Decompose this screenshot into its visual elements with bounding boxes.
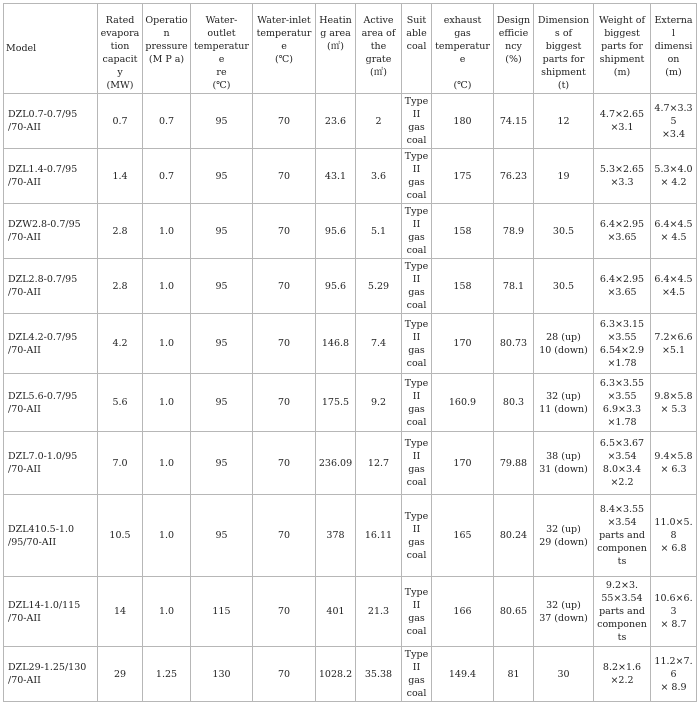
cell-exhaust-temp: 166 (432, 577, 494, 647)
cell-outlet-temp: 95 (191, 259, 253, 314)
cell-dimensions: 28 (up) 10 (down) (534, 314, 594, 374)
header-weight: Weight of biggest parts for shipment (m) (594, 4, 651, 94)
cell-efficiency: 79.88 (494, 432, 534, 495)
cell-external: 5.3×4.0 × 4.2 (651, 149, 697, 204)
cell-model: DZL14-1.0/115 /70-AII (4, 577, 98, 647)
header-coal: Suitable coal (402, 4, 432, 94)
cell-grate-area: 21.3 (356, 577, 402, 647)
table-row (4, 432, 697, 495)
cell-efficiency: 80.24 (494, 495, 534, 577)
cell-weight: 4.7×2.65 ×3.1 (594, 94, 651, 149)
cell-coal: Type II gas coal (402, 259, 432, 314)
cell-capacity: 1.4 (98, 149, 143, 204)
cell-model: DZL29-1.25/130 /70-AII (4, 647, 98, 702)
cell-weight: 6.4×2.95 ×3.65 (594, 204, 651, 259)
cell-efficiency: 78.9 (494, 204, 534, 259)
cell-outlet-temp: 95 (191, 204, 253, 259)
cell-outlet-temp: 95 (191, 432, 253, 495)
table-row (4, 314, 697, 374)
cell-dimensions: 30.5 (534, 259, 594, 314)
cell-heating-area: 43.1 (316, 149, 356, 204)
table-row (4, 259, 697, 314)
cell-external: 11.2×7.6 × 8.9 (651, 647, 697, 702)
header-heating-area: Heating area (㎡) (316, 4, 356, 94)
cell-coal: Type II gas coal (402, 204, 432, 259)
cell-inlet-temp: 70 (253, 374, 316, 432)
cell-grate-area: 16.11 (356, 495, 402, 577)
table-row (4, 374, 697, 432)
cell-dimensions: 32 (up) 37 (down) (534, 577, 594, 647)
cell-external: 9.8×5.8 × 5.3 (651, 374, 697, 432)
cell-coal: Type II gas coal (402, 647, 432, 702)
cell-exhaust-temp: 170 (432, 314, 494, 374)
cell-external: 6.4×4.5 ×4.5 (651, 259, 697, 314)
cell-efficiency: 80.73 (494, 314, 534, 374)
header-pressure: Operation pressure (M P a) (143, 4, 191, 94)
cell-capacity: 10.5 (98, 495, 143, 577)
cell-coal: Type II gas coal (402, 314, 432, 374)
cell-dimensions: 32 (up) 29 (down) (534, 495, 594, 577)
header-outlet-temp: Water-outlet temperature re (℃) (191, 4, 253, 94)
cell-model: DZL410.5-1.0 /95/70-AII (4, 495, 98, 577)
cell-grate-area: 3.6 (356, 149, 402, 204)
cell-heating-area: 23.6 (316, 94, 356, 149)
cell-outlet-temp: 95 (191, 495, 253, 577)
header-inlet-temp: Water-inlet temperature (℃) (253, 4, 316, 94)
cell-exhaust-temp: 180 (432, 94, 494, 149)
cell-external: 7.2×6.6 ×5.1 (651, 314, 697, 374)
cell-inlet-temp: 70 (253, 432, 316, 495)
cell-inlet-temp: 70 (253, 259, 316, 314)
cell-inlet-temp: 70 (253, 577, 316, 647)
cell-coal: Type II gas coal (402, 149, 432, 204)
cell-exhaust-temp: 165 (432, 495, 494, 577)
cell-weight: 5.3×2.65 ×3.3 (594, 149, 651, 204)
cell-inlet-temp: 70 (253, 204, 316, 259)
cell-model: DZL7.0-1.0/95 /70-AII (4, 432, 98, 495)
cell-heating-area: 175.5 (316, 374, 356, 432)
cell-pressure: 1.0 (143, 204, 191, 259)
cell-heating-area: 95.6 (316, 204, 356, 259)
cell-efficiency: 74.15 (494, 94, 534, 149)
cell-efficiency: 81 (494, 647, 534, 702)
header-efficiency: Design efficiency (%) (494, 4, 534, 94)
cell-exhaust-temp: 158 (432, 204, 494, 259)
cell-grate-area: 9.2 (356, 374, 402, 432)
cell-weight: 6.4×2.95 ×3.65 (594, 259, 651, 314)
cell-model: DZL0.7-0.7/95 /70-AII (4, 94, 98, 149)
cell-heating-area: 95.6 (316, 259, 356, 314)
cell-coal: Type II gas coal (402, 495, 432, 577)
header-model: Model (4, 4, 98, 94)
cell-efficiency: 80.65 (494, 577, 534, 647)
cell-pressure: 1.0 (143, 314, 191, 374)
cell-outlet-temp: 95 (191, 149, 253, 204)
cell-model: DZW2.8-0.7/95 /70-AII (4, 204, 98, 259)
cell-external: 6.4×4.5 × 4.5 (651, 204, 697, 259)
cell-heating-area: 236.09 (316, 432, 356, 495)
cell-heating-area: 146.8 (316, 314, 356, 374)
header-dimensions: Dimensions of biggest parts for shipment (t) (534, 4, 594, 94)
cell-weight: 8.4×3.55 ×3.54 parts and componen ts (594, 495, 651, 577)
cell-coal: Type II gas coal (402, 94, 432, 149)
table-row (4, 647, 697, 702)
cell-grate-area: 35.38 (356, 647, 402, 702)
cell-model: DZL2.8-0.7/95 /70-AII (4, 259, 98, 314)
cell-model: DZL5.6-0.7/95 /70-AII (4, 374, 98, 432)
cell-outlet-temp: 115 (191, 577, 253, 647)
cell-pressure: 1.0 (143, 432, 191, 495)
cell-external: 4.7×3.35 ×3.4 (651, 94, 697, 149)
cell-weight: 6.3×3.55 ×3.55 6.9×3.3 ×1.78 (594, 374, 651, 432)
cell-outlet-temp: 130 (191, 647, 253, 702)
cell-grate-area: 7.4 (356, 314, 402, 374)
cell-inlet-temp: 70 (253, 314, 316, 374)
cell-exhaust-temp: 175 (432, 149, 494, 204)
cell-inlet-temp: 70 (253, 94, 316, 149)
cell-inlet-temp: 70 (253, 495, 316, 577)
cell-dimensions: 38 (up) 31 (down) (534, 432, 594, 495)
cell-coal: Type II gas coal (402, 577, 432, 647)
cell-external: 10.6×6.3 × 8.7 (651, 577, 697, 647)
table-row (4, 577, 697, 647)
cell-efficiency: 80.3 (494, 374, 534, 432)
cell-capacity: 5.6 (98, 374, 143, 432)
header-row (4, 4, 697, 94)
cell-heating-area: 1028.2 (316, 647, 356, 702)
cell-weight: 6.5×3.67 ×3.54 8.0×3.4 ×2.2 (594, 432, 651, 495)
cell-weight: 9.2×3. 55×3.54 parts and componen ts (594, 577, 651, 647)
header-exhaust-temp: exhaust gas temperature (℃) (432, 4, 494, 94)
cell-external: 11.0×5.8 × 6.8 (651, 495, 697, 577)
cell-outlet-temp: 95 (191, 94, 253, 149)
cell-efficiency: 76.23 (494, 149, 534, 204)
cell-capacity: 2.8 (98, 259, 143, 314)
table-row (4, 94, 697, 149)
cell-dimensions: 12 (534, 94, 594, 149)
cell-coal: Type II gas coal (402, 432, 432, 495)
cell-weight: 6.3×3.15 ×3.55 6.54×2.9 ×1.78 (594, 314, 651, 374)
cell-capacity: 0.7 (98, 94, 143, 149)
cell-weight: 8.2×1.6 ×2.2 (594, 647, 651, 702)
cell-pressure: 1.0 (143, 495, 191, 577)
cell-pressure: 1.0 (143, 577, 191, 647)
cell-capacity: 2.8 (98, 204, 143, 259)
cell-grate-area: 5.1 (356, 204, 402, 259)
cell-exhaust-temp: 158 (432, 259, 494, 314)
cell-outlet-temp: 95 (191, 314, 253, 374)
cell-exhaust-temp: 160.9 (432, 374, 494, 432)
cell-exhaust-temp: 170 (432, 432, 494, 495)
cell-coal: Type II gas coal (402, 374, 432, 432)
cell-pressure: 1.0 (143, 374, 191, 432)
cell-dimensions: 30.5 (534, 204, 594, 259)
cell-external: 9.4×5.8 × 6.3 (651, 432, 697, 495)
table-row (4, 204, 697, 259)
cell-exhaust-temp: 149.4 (432, 647, 494, 702)
boiler-spec-table (3, 3, 697, 702)
header-external: External dimension (m) (651, 4, 697, 94)
cell-efficiency: 78.1 (494, 259, 534, 314)
cell-capacity: 14 (98, 577, 143, 647)
cell-capacity: 4.2 (98, 314, 143, 374)
cell-heating-area: 401 (316, 577, 356, 647)
cell-pressure: 1.25 (143, 647, 191, 702)
cell-dimensions: 19 (534, 149, 594, 204)
cell-grate-area: 2 (356, 94, 402, 149)
cell-dimensions: 30 (534, 647, 594, 702)
cell-grate-area: 5.29 (356, 259, 402, 314)
table-row (4, 149, 697, 204)
cell-capacity: 7.0 (98, 432, 143, 495)
header-grate-area: Active area of the grate (㎡) (356, 4, 402, 94)
cell-model: DZL1.4-0.7/95 /70-AII (4, 149, 98, 204)
cell-pressure: 0.7 (143, 94, 191, 149)
cell-outlet-temp: 95 (191, 374, 253, 432)
cell-pressure: 0.7 (143, 149, 191, 204)
cell-heating-area: 378 (316, 495, 356, 577)
cell-model: DZL4.2-0.7/95 /70-AII (4, 314, 98, 374)
table-row (4, 495, 697, 577)
cell-grate-area: 12.7 (356, 432, 402, 495)
cell-inlet-temp: 70 (253, 647, 316, 702)
cell-inlet-temp: 70 (253, 149, 316, 204)
header-capacity: Rated evaporation capacity (MW) (98, 4, 143, 94)
cell-capacity: 29 (98, 647, 143, 702)
cell-pressure: 1.0 (143, 259, 191, 314)
cell-dimensions: 32 (up) 11 (down) (534, 374, 594, 432)
